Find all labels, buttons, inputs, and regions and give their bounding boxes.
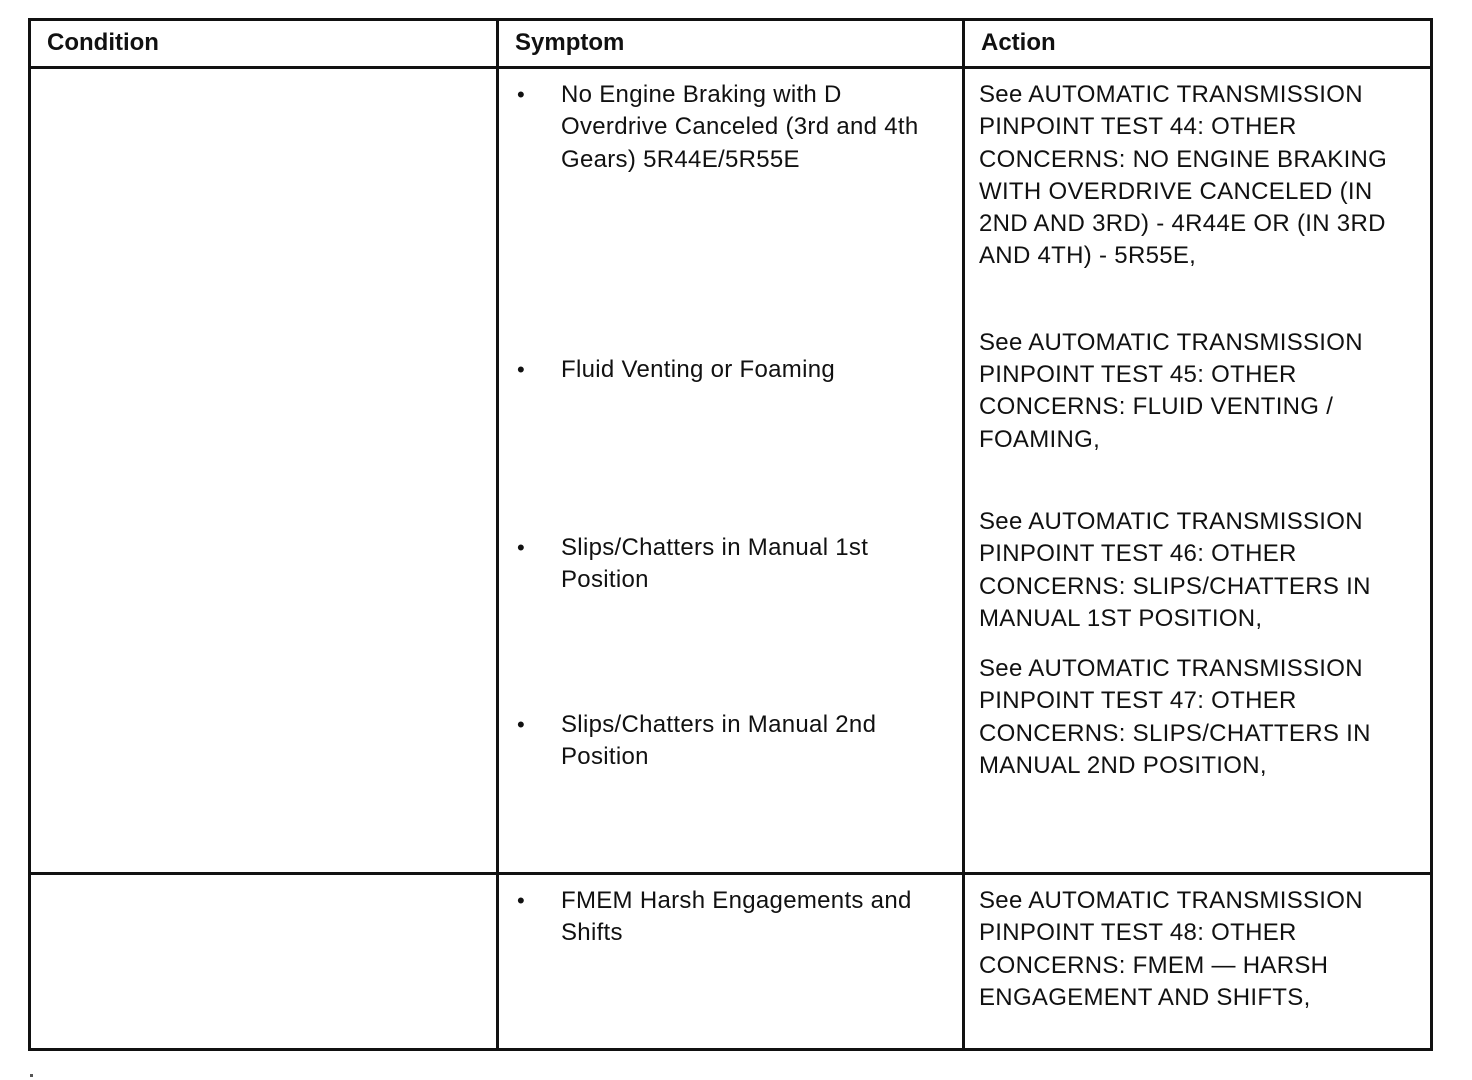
symptom-cell: [498, 68, 964, 874]
table-row: [30, 68, 1432, 874]
action-text: See AUTOMATIC TRANSMISSION PINPOINT TEST 46: OTHER CONCERNS: SLIPS/CHATTERS IN MANUAL 1ST POSITION,: [979, 507, 1371, 632]
header-row: [30, 20, 1432, 68]
symptom-text: No Engine Braking with D Overdrive Canceled (3rd and 4th Gears) 5R44E/5R55E: [561, 81, 919, 173]
symptom-entry: [511, 709, 932, 774]
bullet-icon: •: [517, 535, 526, 561]
symptom-entry: [511, 79, 932, 176]
symptom-entry: [511, 885, 952, 950]
symptom-text: Fluid Venting or Foaming: [561, 355, 836, 383]
action-text: See AUTOMATIC TRANSMISSION PINPOINT TEST 44: OTHER CONCERNS: NO ENGINE BRAKING WITH OVERDRIVE CANCELED (IN 2ND AND 3RD) - 4R44E OR (IN 3RD AND 4TH) - 5R55E,: [979, 81, 1388, 270]
bullet-icon: •: [517, 82, 526, 107]
action-text: See AUTOMATIC TRANSMISSION PINPOINT TEST 47: OTHER CONCERNS: SLIPS/CHATTERS IN MANUAL 2ND POSITION,: [979, 655, 1371, 780]
table-row: [30, 874, 1432, 1050]
condition-cell: [30, 874, 498, 1050]
symptom-text: Slips/Chatters in Manual 2nd Position: [561, 710, 877, 771]
condition-cell: [30, 68, 498, 874]
symptom-text: Slips/Chatters in Manual 1st Position: [561, 534, 869, 594]
symptom-cell: [498, 874, 964, 1050]
symptom-text: FMEM Harsh Engagements and Shifts: [561, 887, 912, 947]
header-condition: Condition: [30, 20, 498, 68]
scan-mark: [30, 1074, 33, 1077]
symptom-entry: [511, 532, 932, 597]
header-action: Action: [964, 20, 1432, 68]
symptom-entry: [511, 354, 932, 386]
header-symptom: Symptom: [498, 20, 964, 68]
action-cell: [964, 874, 1432, 1050]
bullet-icon: •: [517, 356, 526, 382]
bullet-icon: •: [517, 888, 526, 913]
bullet-icon: •: [517, 711, 526, 737]
action-text: See AUTOMATIC TRANSMISSION PINPOINT TEST 48: OTHER CONCERNS: FMEM — HARSH ENGAGEMENT AND SHIFTS,: [979, 887, 1363, 1011]
diagnosis-table: [28, 18, 1433, 1051]
action-text: See AUTOMATIC TRANSMISSION PINPOINT TEST 45: OTHER CONCERNS: FLUID VENTING / FOAMING,: [979, 328, 1363, 453]
action-cell: [964, 68, 1432, 874]
